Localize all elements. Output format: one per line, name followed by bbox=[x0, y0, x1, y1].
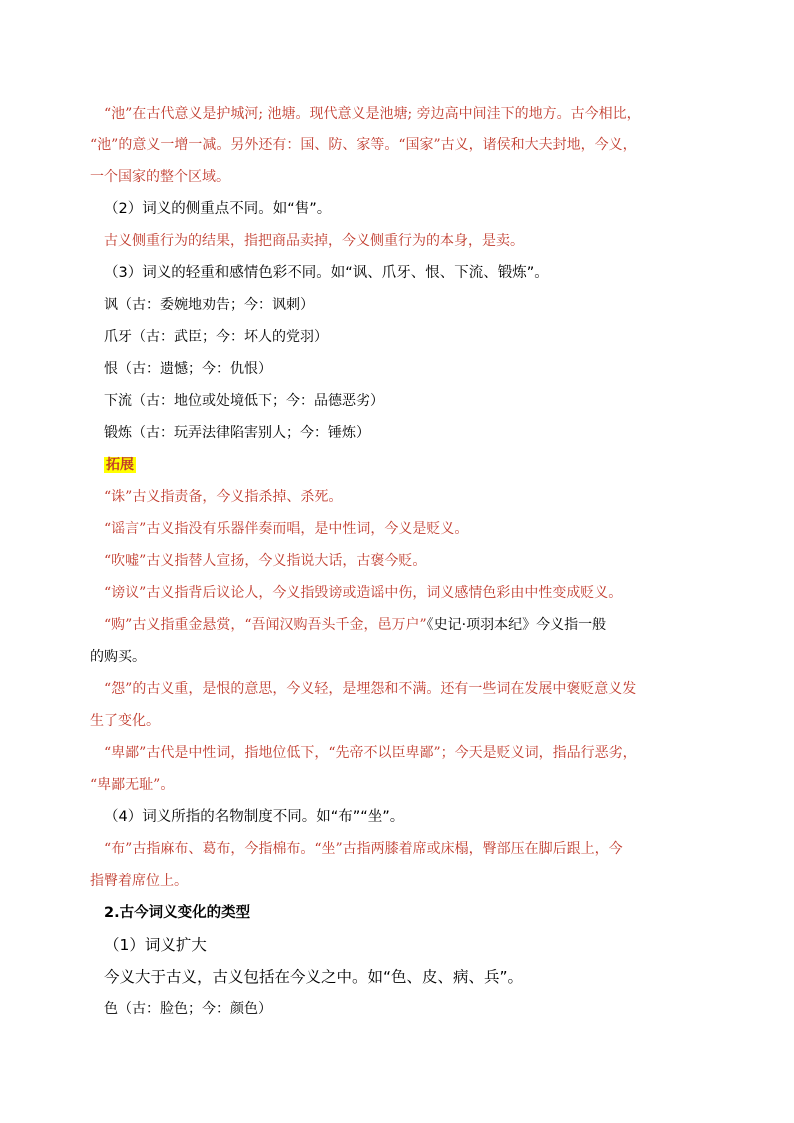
heading-institutions: （4）词义所指的名物制度不同。如“布”“坐”。 bbox=[104, 809, 405, 825]
para-yuan-line-1: “怨”的古义重，是恨的意思，今义轻，是埋怨和不满。还有一些词在发展中褒贬意义发 bbox=[104, 681, 637, 697]
heading-expansion: （1）词义扩大 bbox=[104, 936, 207, 954]
para-beibi-line-2: “卑鄙无耻”。 bbox=[90, 777, 175, 793]
para-chuixu: “吹嘘”古义指替人宣扬，今义指说大话，古褒今贬。 bbox=[104, 553, 427, 569]
section-title-types: 2.古今词义变化的类型 bbox=[104, 905, 251, 921]
item-zhaoya: 爪牙（古：武臣；今：坏人的党羽） bbox=[104, 329, 328, 345]
heading-weight-emotion: （3）词义的轻重和感情色彩不同。如“讽、爪牙、恨、下流、锻炼”。 bbox=[104, 265, 549, 281]
para-chi-line-1: “池”在古代意义是护城河; 池塘。现代意义是池塘; 旁边高中间洼下的地方。古今相比， bbox=[104, 106, 641, 122]
para-shou: 古义侧重行为的结果，指把商品卖掉，今义侧重行为的本身，是卖。 bbox=[104, 233, 524, 249]
para-bangyi: “谤议”古义指背后议论人，今义指毁谤或造谣中伤，词义感情色彩由中性变成贬义。 bbox=[104, 585, 623, 601]
para-gou-red: “购”古义指重金悬赏，“吾闻汉购吾头千金，邑万户” bbox=[104, 617, 427, 633]
item-feng: 讽（古：委婉地劝告；今：讽刺） bbox=[104, 297, 314, 313]
para-gou-line-2: 的购买。 bbox=[90, 649, 146, 665]
extension-label: 拓展 bbox=[106, 457, 134, 473]
para-yaoyan: “谣言”古义指没有乐器伴奏而唱，是中性词，今义是贬义。 bbox=[104, 521, 469, 537]
para-bu-zuo-line-1: “布”古指麻布、葛布，今指棉布。“坐”古指两膝着席或床榻，臀部压在脚后跟上，今 bbox=[104, 841, 623, 857]
item-se: 色（古：脸色；今：颜色） bbox=[104, 1001, 272, 1017]
item-duanlian: 锻炼（古：玩弄法律陷害别人；今：锤炼） bbox=[104, 425, 370, 441]
para-gou-black: 《史记·项羽本纪》今义指一般 bbox=[426, 617, 607, 633]
para-beibi-line-1: “卑鄙”古代是中性词，指地位低下，“先帝不以臣卑鄙”；今天是贬义词，指品行恶劣， bbox=[104, 745, 637, 761]
para-chi-line-3: 一个国家的整个区域。 bbox=[90, 169, 230, 185]
item-xialiu: 下流（古：地位或处境低下；今：品德恶劣） bbox=[104, 393, 384, 409]
heading-emphasis: （2）词义的侧重点不同。如“售”。 bbox=[104, 201, 332, 217]
para-expansion: 今义大于古义，古义包括在今义之中。如“色、皮、病、兵”。 bbox=[104, 968, 524, 986]
para-zhu: “诛”古义指责备，今义指杀掉、杀死。 bbox=[104, 489, 343, 505]
para-bu-zuo-line-2: 指臀着席位上。 bbox=[90, 873, 188, 889]
para-chi-line-2: “池”的意义一增一减。另外还有：国、防、家等。“国家”古义，诸侯和大夫封地，今义， bbox=[90, 137, 637, 153]
para-yuan-line-2: 生了变化。 bbox=[90, 713, 160, 729]
para-gou-line-1 bbox=[104, 615, 744, 635]
item-hen: 恨（古：遗憾；今：仇恨） bbox=[104, 361, 272, 377]
